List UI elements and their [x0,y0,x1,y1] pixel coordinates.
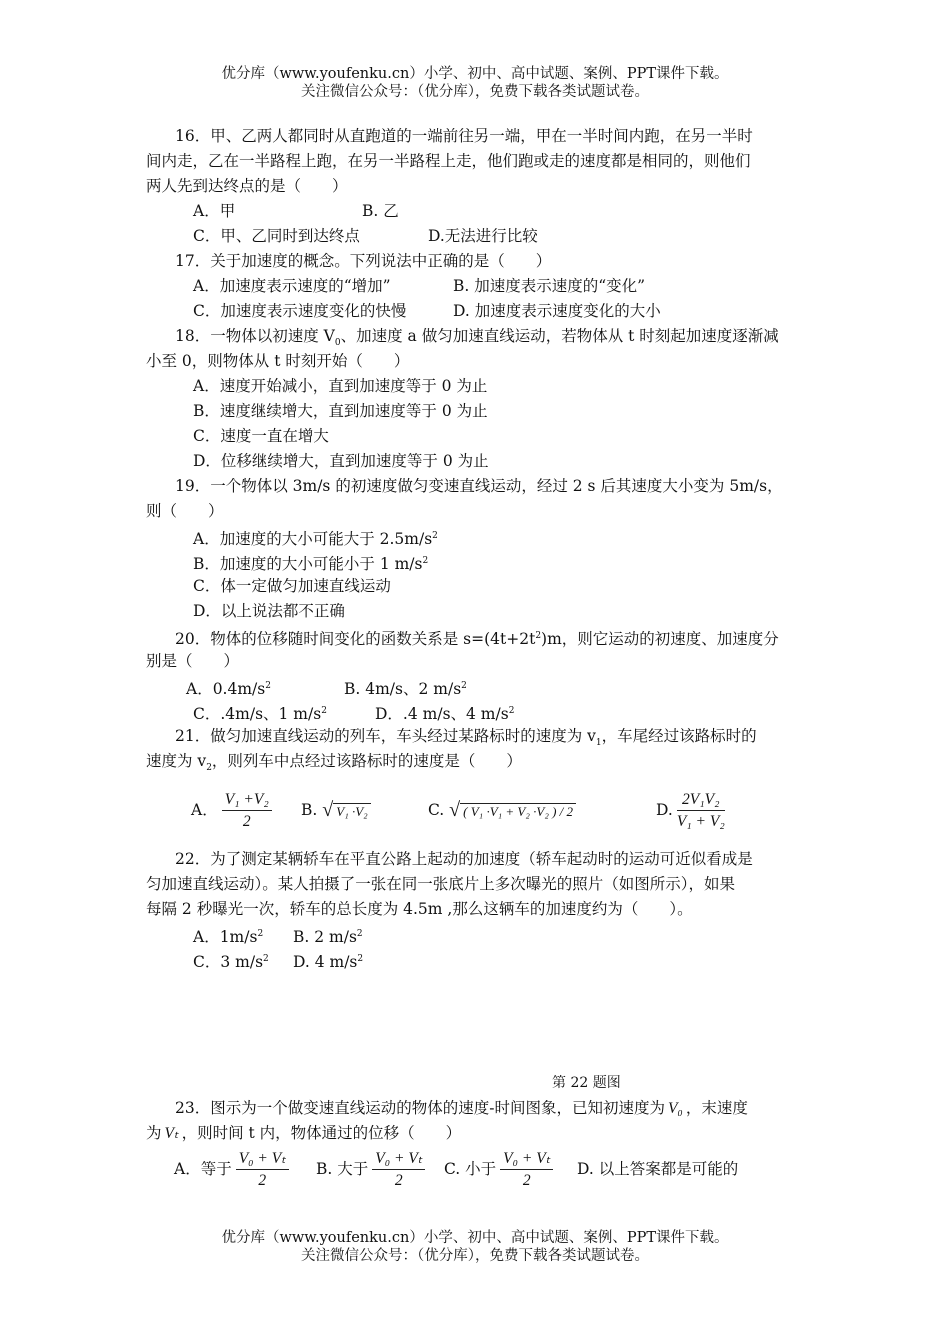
q20-option-d-text: D．.4 m/s、4 m/s [375,705,509,724]
q22-option-d-text: D. 4 m/s [293,953,358,972]
q19-option-a-text: A．加速度的大小可能大于 2.5m/s [193,530,433,549]
page-header-line1: 优分库（www.youfenku.cn）小学、初中、高中试题、案例、PPT课件下载。 [221,66,729,82]
q16-option-c: C．甲、乙同时到达终点 [193,227,360,245]
q20-stem-line2: 别是（ ） [146,652,240,670]
q23-option-d: D. 以上答案都是可能的 [577,1160,739,1178]
q17-option-d: D. 加速度表示速度变化的大小 [453,302,661,320]
q22-option-a [193,923,263,948]
q20-option-c [193,700,327,725]
q18-option-c: C．速度一直在增大 [193,427,329,445]
q17-option-b: B. 加速度表示速度的“变化” [453,277,646,295]
q22-option-c-sup: 2 [263,954,269,964]
page-footer-line2: 关注微信公众号：（优分库），免费下载各类试题试卷。 [301,1248,649,1264]
q20-option-c-sup: 2 [321,706,327,716]
q23-option-c-fraction [500,1149,553,1192]
q19-option-c: C．体一定做匀加速直线运动 [193,577,391,595]
q23-option-b [316,1146,429,1192]
q23-option-c-denominator: 2 [522,1171,531,1189]
q23-text-a: 23．图示为一个做变速直线运动的物体的速度-时间图象，已知初速度为 [175,1099,665,1117]
q19-stem-line2: 则（ ） [146,502,224,520]
q23-option-b-fraction [372,1149,425,1192]
q20-text-b: )m，则它运动的初速度、加速度分 [541,630,779,649]
q16-stem-line2: 间内走，乙在一半路程上跑，在另一半路程上走，他们跑或走的速度都是相同的，则他们 [146,152,751,170]
q19-option-b-text: B．加速度的大小可能小于 1 m/s [193,555,423,574]
q19-option-a [193,525,438,550]
q22-option-d-sup: 2 [357,954,364,964]
q21-sub1: 1 [595,738,602,749]
q20-option-a-text: A．0.4m/s [186,680,266,699]
q17-option-c: C．加速度表示速度变化的快慢 [193,302,407,320]
q22-option-b-text: B. 2 m/s [293,928,357,947]
q23-text-b: ，末速度 [685,1099,748,1117]
q21-option-a-fraction [222,790,272,833]
q16-option-a: A．甲 [193,202,236,220]
q21-option-d [656,787,729,833]
q21-text-c: 速度为 v [146,752,207,770]
q19-option-b-sup: 2 [422,556,429,566]
q23-stem-line1 [175,1097,748,1120]
q20-stem-line1 [175,625,779,650]
page-footer-line1: 优分库（www.youfenku.cn）小学、初中、高中试题、案例、PPT课件下载。 [221,1230,729,1246]
q18-text-a: 18．一物体以初速度 V [175,327,335,345]
q18-text-b: 、加速度 a 做匀加速直线运动，若物体从 t 时刻起加速度逐渐减 [340,327,779,345]
q20-option-d-sup: 2 [508,706,515,716]
q20-text-a: 20．物体的位移随时间变化的函数关系是 s=(4t+2t [175,630,536,649]
q23-v0: V₀ [667,1100,683,1117]
q21-option-d-denominator: V₁ + V₂ [676,812,725,830]
q22-option-b-sup: 2 [356,929,363,939]
q22-option-c-text: C．3 m/s [193,953,264,972]
q21-option-c [428,787,576,835]
q23-option-a-fraction [236,1149,289,1192]
q23-option-a-label: A．等于 [174,1160,232,1178]
q23-option-a-denominator: 2 [258,1171,267,1189]
q18-option-d: D．位移继续增大，直到加速度等于 0 为止 [193,452,489,470]
q21-text-d: ，则列车中点经过该路标时的速度是（ ） [211,752,522,770]
q23-option-b-denominator: 2 [394,1171,403,1189]
q21-option-c-sqrt: √ ( V₁ ·V₁ + V₂ ·V₂ ) / 2 [449,787,576,835]
q23-option-c [444,1146,557,1192]
q20-option-a-sup: 2 [265,681,271,691]
q20-option-b [344,675,467,700]
q22-option-b [293,923,363,948]
q23-text-c: 为 [146,1124,162,1142]
q23-option-a-numerator: V₀ + Vₜ [236,1149,289,1170]
q21-option-b-label: B. [301,801,318,819]
q22-figure-caption: 第 22 题图 [552,1075,621,1091]
q22-stem-line3: 每隔 2 秒曝光一次，轿车的总长度为 4.5m ,那么这辆车的加速度约为（ ）。 [146,900,693,918]
q20-option-a [186,675,271,700]
q17-stem: 17．关于加速度的概念。下列说法中正确的是（ ） [175,252,552,270]
q20-sup: 2 [535,631,542,641]
q23-option-b-label: B. 大于 [316,1160,369,1178]
q19-option-d: D．以上说法都不正确 [193,602,345,620]
q22-option-d [293,948,363,973]
q19-option-a-sup: 2 [432,531,438,541]
q20-option-d [375,700,514,725]
q22-stem-line1: 22．为了测定某辆轿车在平直公路上起动的加速度（轿车起动时的运动可近似看成是 [175,850,753,868]
q21-sub2: 2 [206,763,212,774]
q16-stem-line3: 两人先到达终点的是（ ） [146,177,348,195]
page-header-line2: 关注微信公众号：（优分库），免费下载各类试题试卷。 [301,84,649,100]
q21-option-d-label: D. [656,801,673,819]
q16-option-b: B. 乙 [362,202,399,220]
q19-option-b [193,550,428,575]
q21-option-a-numerator: V₁ +V₂ [222,790,272,811]
q21-option-b-radicand: V₁ ·V₂ [333,803,370,819]
q21-option-d-numerator: 2V₁V₂ [677,790,725,811]
q16-option-d: D.无法进行比较 [428,227,538,245]
q21-option-c-radicand: ( V₁ ·V₁ + V₂ ·V₂ ) / 2 [460,803,576,819]
q23-vt: Vₜ [164,1125,179,1142]
q23-option-b-numerator: V₀ + Vₜ [372,1149,425,1170]
q20-option-b-sup: 2 [461,681,467,691]
q22-option-a-text: A．1m/s [193,928,258,947]
q23-stem-line2 [146,1122,461,1145]
q17-option-a: A．加速度表示速度的“增加” [193,277,391,295]
q21-option-b-sqrt: √ V₁ ·V₂ [322,787,370,835]
q21-option-d-fraction [677,790,725,833]
q16-stem-line1: 16．甲、乙两人都同时从直跑道的一端前往另一端，甲在一半时间内跑，在另一半时 [175,127,753,145]
q22-option-c [193,948,269,973]
q19-stem-line1: 19．一个物体以 3m/s 的初速度做匀变速直线运动，经过 2 s 后其速度大小变为 5m/s， [175,477,783,495]
q21-option-a [191,787,276,833]
q18-sub: 0 [334,338,341,349]
q22-stem-line2: 匀加速直线运动）。某人拍摄了一张在同一张底片上多次曝光的照片（如图所示），如果 [146,875,736,893]
q23-option-c-numerator: V₀ + Vₜ [500,1149,553,1170]
q18-option-a: A．速度开始减小，直到加速度等于 0 为止 [193,377,488,395]
q21-stem-line2 [146,750,522,779]
q21-option-a-label: A． [191,801,218,819]
q23-option-a [174,1146,293,1192]
q22-option-a-sup: 2 [257,929,264,939]
q23-option-c-label: C. 小于 [444,1160,497,1178]
q21-option-c-label: C. [428,801,445,819]
q21-text-b: ，车尾经过该路标时的 [601,727,757,745]
q18-stem-line2: 小至 0，则物体从 t 时刻开始（ ） [146,352,410,370]
q18-option-b: B．速度继续增大，直到加速度等于 0 为止 [193,402,488,420]
q20-option-c-text: C．.4m/s、1 m/s [193,705,322,724]
q21-text-a: 21．做匀加速直线运动的列车，车头经过某路标时的速度为 v [175,727,596,745]
q21-option-a-denominator: 2 [242,812,251,830]
q20-option-b-text: B. 4m/s、2 m/s [344,680,462,699]
q23-text-d: ，则时间 t 内，物体通过的位移（ ） [181,1124,462,1142]
q21-option-b [301,787,371,835]
